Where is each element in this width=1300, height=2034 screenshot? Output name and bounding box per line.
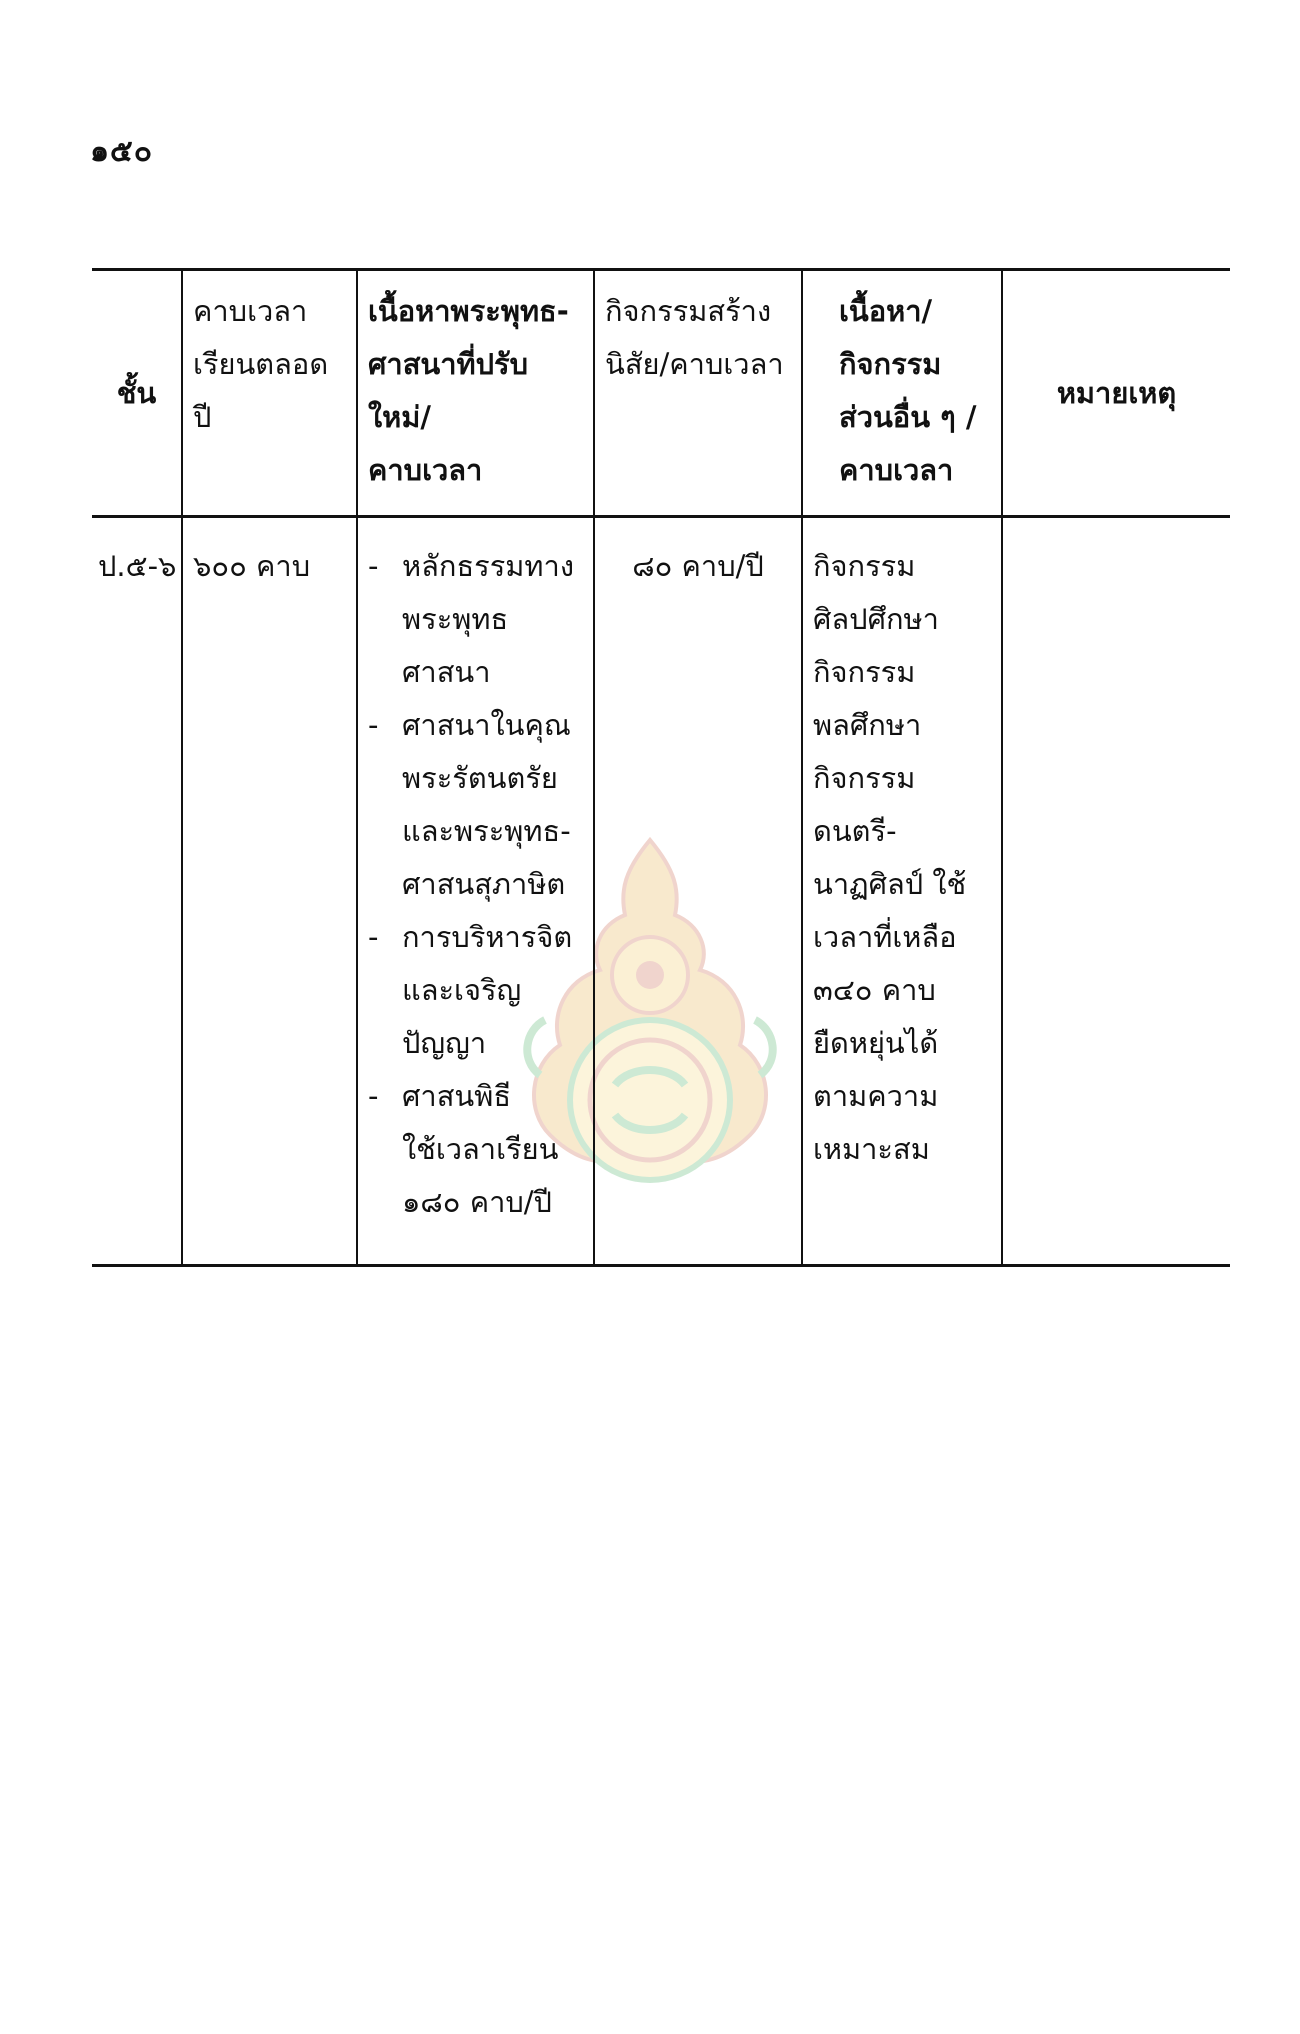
header-grade: ชั้น [92,270,182,517]
list-item: - หลักธรรมทาง พระพุทธศาสนา [368,540,583,699]
header-yearly-periods: คาบเวลา เรียนตลอด ปี [182,270,357,517]
cell-other-content [802,517,1002,1266]
other-content-line: ๓๔๐ คาบ [813,973,936,1007]
list-item: - ศาสนาในคุณ พระรัตนตรัย และพระพุทธ- ศาสนสุภาษิต [368,699,583,911]
other-content-line: ตามความ [813,1079,939,1113]
header-habit-activities: กิจกรรมสร้าง นิสัย/คาบเวลา [594,270,802,517]
cell-yearly-periods: ๖๐๐ คาบ [182,517,357,1266]
header-revised-content: เนื้อหาพระพุทธ- ศาสนาที่ปรับใหม่/ คาบเวลา [357,270,594,517]
other-content-line: เหมาะสม [813,1132,930,1166]
other-content-line: นาฏศิลป์ ใช้ [813,867,967,901]
header-other-content: เนื้อหา/ กิจกรรม ส่วนอื่น ๆ / คาบเวลา [802,270,1002,517]
cell-remarks [1002,517,1230,1266]
cell-revised-content [357,517,594,1266]
other-content-line: กิจกรรม [813,761,916,795]
curriculum-table [92,268,1230,1267]
list-item: - การบริหารจิต และเจริญปัญญา [368,911,583,1070]
other-content-line: กิจกรรม [813,655,916,689]
other-content-line: กิจกรรม [813,549,916,583]
other-content-line: ดนตรี- [813,814,897,848]
cell-grade: ป.๕-๖ [92,517,182,1266]
other-content-line: ยืดหยุ่นได้ [813,1026,939,1060]
other-content-line: ศิลปศึกษา [813,602,939,636]
other-content-line: พลศึกษา [813,708,922,742]
header-remarks: หมายเหตุ [1002,270,1230,517]
revised-content-list [368,540,583,1229]
list-item: - ศาสนพิธี ใช้เวลาเรียน ๑๘๐ คาบ/ปี [368,1070,583,1229]
cell-habit-activities: ๘๐ คาบ/ปี [594,517,802,1266]
header-row [92,270,1230,517]
page-number: ๑๕๐ [90,134,154,169]
other-content-line: เวลาที่เหลือ [813,920,957,954]
table-row [92,517,1230,1266]
